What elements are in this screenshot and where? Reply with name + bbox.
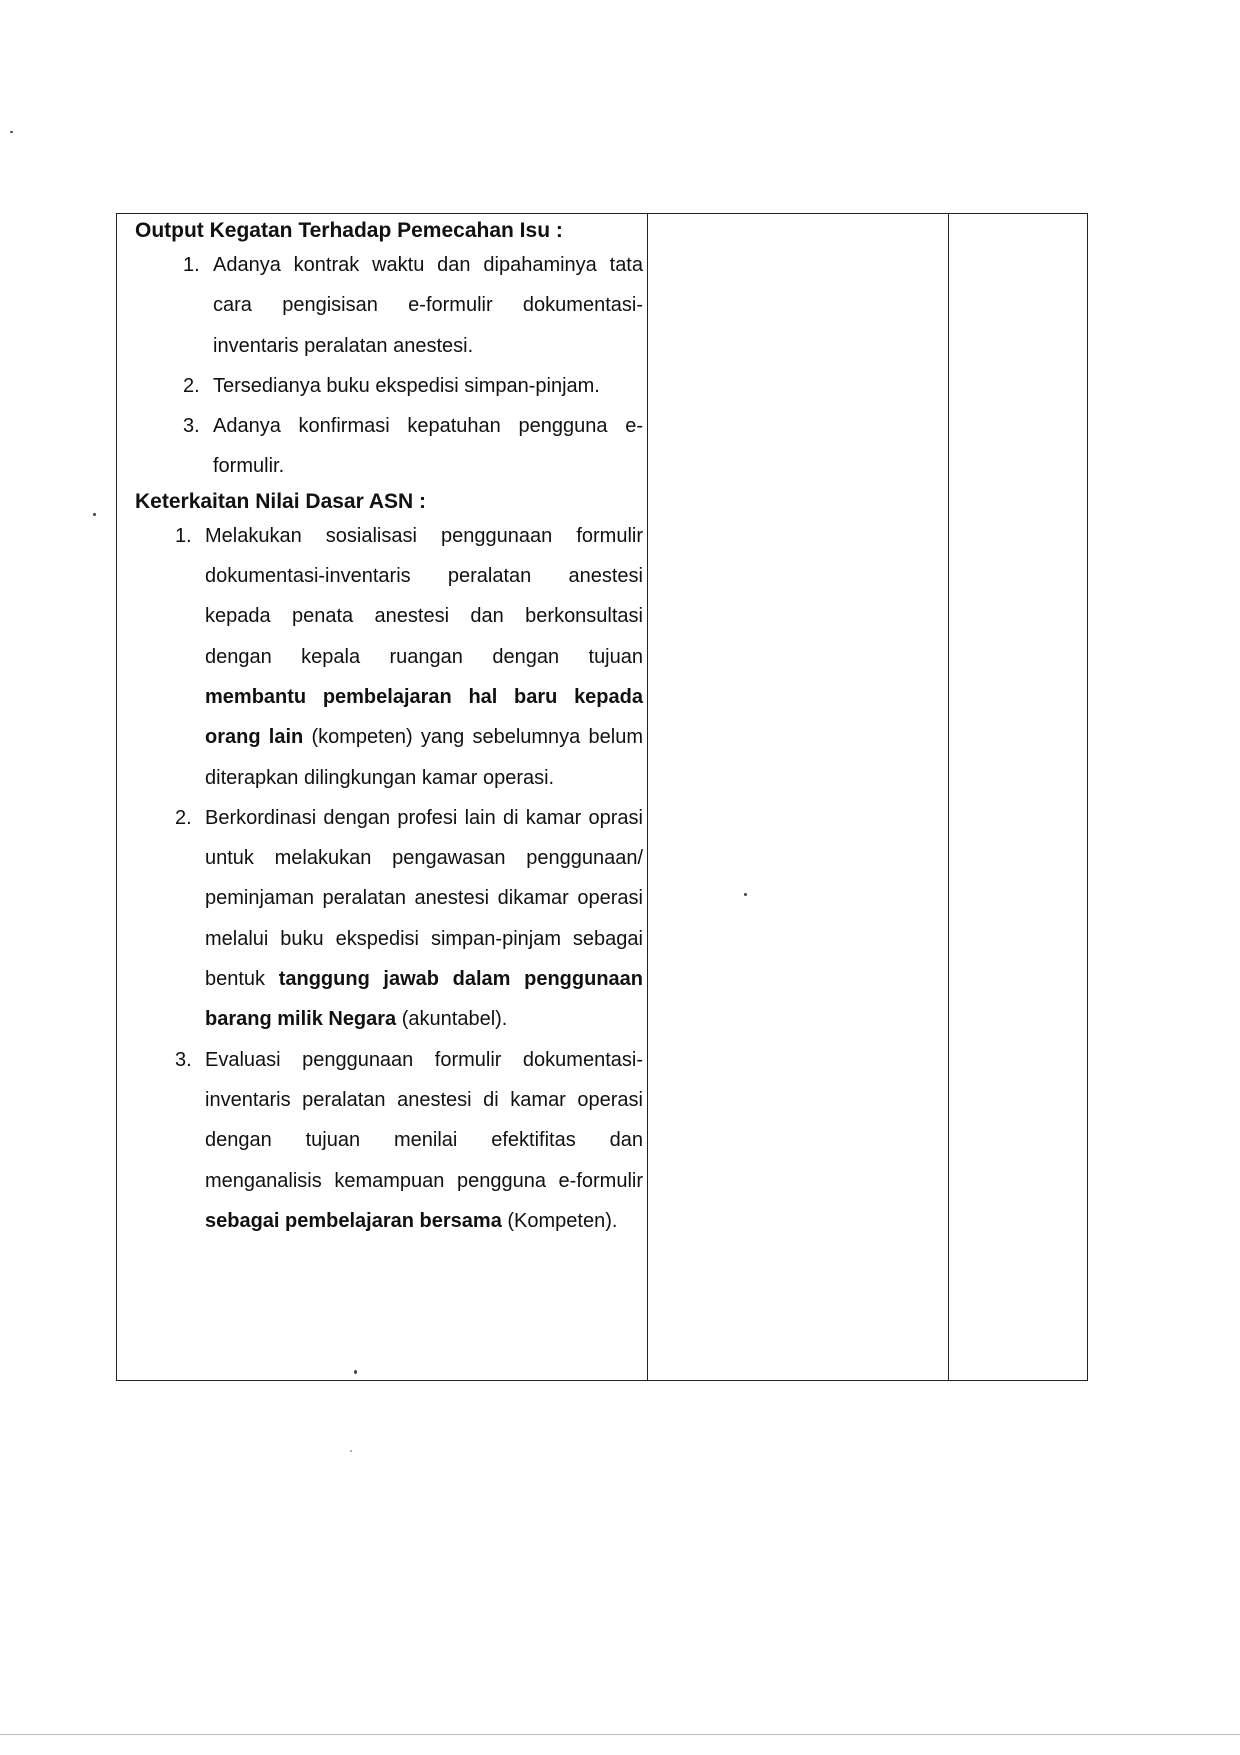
list-item-text-end: (Kompeten). — [501, 1209, 618, 1232]
table-cell-empty-middle — [648, 214, 949, 1380]
list-item-text: Evaluasi penggunaan formulir dokumentasi-inventaris peralatan anestesi di kamar operasi dengan tujuan menilai efektifitas dan menganalisis kemampuan pengguna e-formulir — [205, 1048, 643, 1192]
list-number: 2. — [175, 806, 192, 829]
list-item — [135, 516, 643, 798]
list-item-text: Adanya konfirmasi kepatuhan pengguna e-formulir. — [213, 415, 643, 478]
list-item — [135, 366, 643, 406]
document-table — [116, 213, 1088, 1381]
list-item-text-end: (kompeten) yang sebelumnya belum diterapkan dilingkungan kamar operasi. — [205, 726, 643, 789]
table-cell-description — [117, 214, 648, 1380]
list-item-text: Adanya kontrak waktu dan dipahaminya tata cara pengisisan e-formulir dokumentasi-inventaris peralatan anestesi. — [213, 254, 643, 357]
list-item-text: Tersedianya buku ekspedisi simpan-pinjam. — [213, 374, 600, 397]
table-cell-empty-right — [949, 214, 1087, 1380]
scan-speck — [354, 1370, 357, 1374]
list-item — [135, 406, 643, 487]
scan-edge-line — [0, 1734, 1240, 1735]
list-item-emphasis: tanggung jawab dalam penggunaan barang milik Negara — [205, 968, 643, 1031]
values-list — [135, 516, 643, 1241]
list-item — [135, 1040, 643, 1241]
output-section-heading: Output Kegatan Terhadap Pemecahan Isu : — [135, 219, 563, 242]
list-number: 1. — [183, 254, 200, 276]
values-section-heading: Keterkaitan Nilai Dasar ASN : — [135, 489, 426, 513]
list-item — [135, 245, 643, 366]
scan-speck — [350, 1450, 352, 1452]
list-item-emphasis: sebagai pembelajaran bersama — [205, 1209, 502, 1232]
list-number: 3. — [175, 1048, 192, 1071]
scan-speck — [93, 513, 96, 516]
list-item-text: Berkordinasi dengan profesi lain di kamar oprasi untuk melakukan pengawasan penggunaan/ peminjaman peralatan anestesi dikamar operasi melalui buku ekspedisi simpan-pinjam sebagai bentuk — [205, 806, 643, 991]
list-number: 1. — [175, 524, 192, 547]
list-item-text-end: (akuntabel). — [396, 1008, 508, 1031]
list-item — [135, 798, 643, 1040]
list-number: 3. — [183, 415, 200, 438]
scan-speck — [744, 893, 747, 896]
output-list — [135, 245, 643, 487]
list-number: 2. — [183, 374, 200, 397]
scan-speck — [10, 131, 13, 133]
list-item-text: Melakukan sosialisasi penggunaan formulir dokumentasi-inventaris peralatan anestesi kepada penata anestesi dan berkonsultasi dengan kepala ruangan dengan tujuan — [205, 524, 643, 668]
list-item-emphasis: membantu pembelajaran hal baru kepada orang lain — [205, 685, 643, 749]
